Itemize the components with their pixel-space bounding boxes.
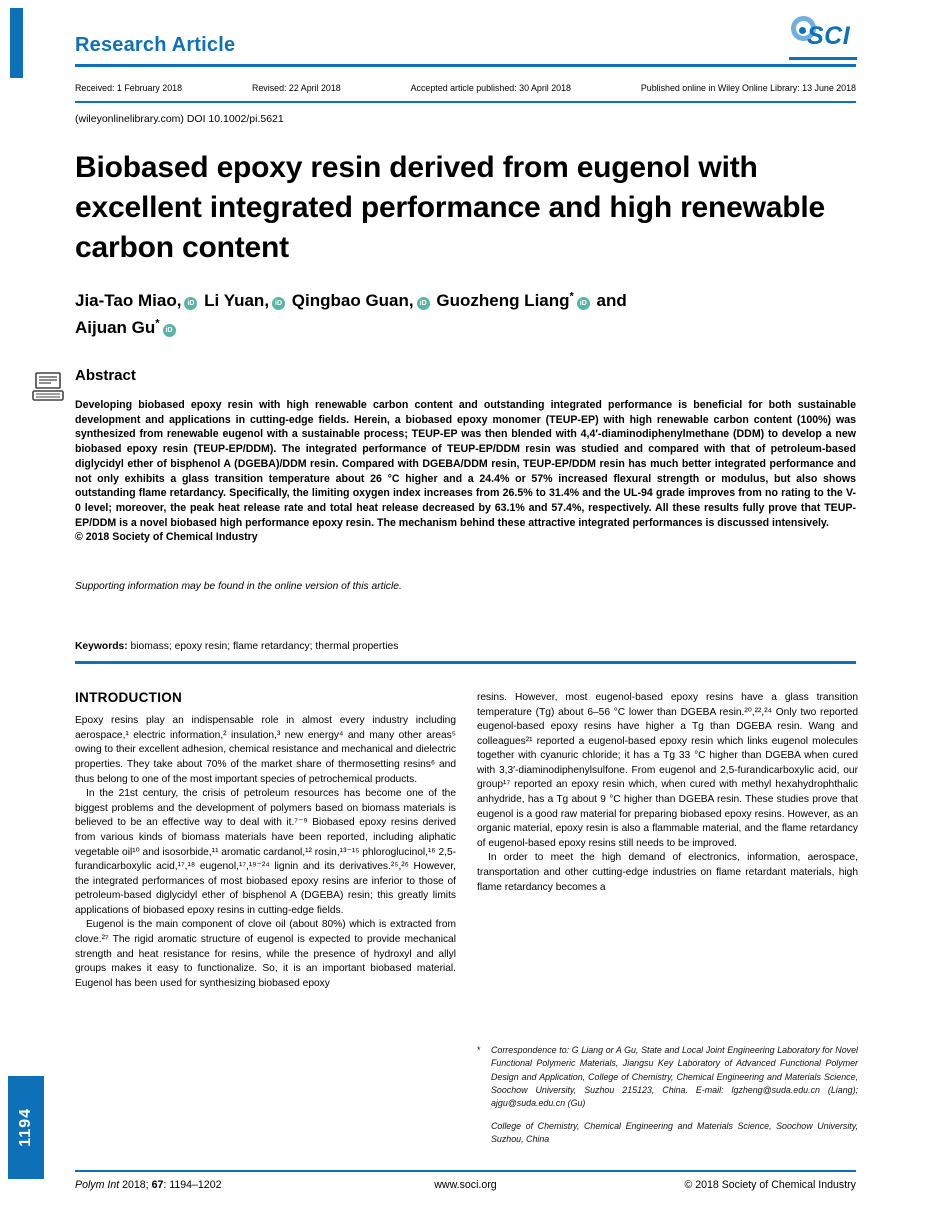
accepted-date: Accepted article published: 30 April 2018 bbox=[410, 83, 571, 93]
article-type-label: Research Article bbox=[75, 34, 236, 56]
correspondence-text: Correspondence to: G Liang or A Gu, State and Local Joint Engineering Laboratory for Novel Functional Polymeric Materials, Jiangsu Key Laboratory of Advanced Functional Polymer Design and Application, College of Chemistry, Chemical Engineering and Materials Science, Soochow University, Suzhou 215123, China. E-mail: lgzheng@suda.edu.cn (Liang); ajgu@suda.edu.cn (Gu) bbox=[491, 1045, 858, 1109]
orcid-icon: iD bbox=[184, 297, 197, 310]
footer-website: www.soci.org bbox=[434, 1179, 497, 1191]
corresponding-author-mark: * bbox=[155, 317, 160, 330]
footer-journal-name: Polym Int bbox=[75, 1179, 120, 1191]
orcid-icon: iD bbox=[577, 297, 590, 310]
intro-heading: INTRODUCTION bbox=[75, 690, 183, 705]
supporting-info-note: Supporting information may be found in the online version of this article. bbox=[75, 581, 402, 592]
article-title: Biobased epoxy resin derived from eugenol with excellent integrated performance and high renewable carbon content bbox=[75, 151, 826, 264]
sci-logo-dot-icon bbox=[799, 27, 806, 34]
published-date: Published online in Wiley Online Library: 13 June 2018 bbox=[640, 83, 856, 93]
footer-pages: : 1194–1202 bbox=[163, 1179, 222, 1191]
authors-line bbox=[75, 287, 856, 341]
abstract-copyright: © 2018 Society of Chemical Industry bbox=[75, 531, 258, 544]
footer-copyright: © 2018 Society of Chemical Industry bbox=[684, 1179, 856, 1191]
header-rule-dates bbox=[75, 101, 856, 103]
abstract-text bbox=[75, 398, 856, 545]
orcid-icon: iD bbox=[163, 324, 176, 337]
author-name: Aijuan Gu bbox=[75, 318, 156, 338]
body-right-column bbox=[477, 691, 858, 895]
intro-paragraph: Eugenol is the main component of clove oil (about 80%) which is extracted from clove.²⁷ The rigid aromatic structure of eugenol is expected to provide mechanical strength and heat resistance for resins, while the presence of hydroxyl and allyl groups makes it easy to functionalize. So, it is an important biobased material. Eugenol has been used for synthesizing biobased epoxy bbox=[75, 919, 456, 989]
intro-paragraph: Epoxy resins play an indispensable role in almost every industry including aerospace,¹ electric information,² insulation,³ new energy⁴ and many other areas⁵ owing to their excellent adhesion, chemical resistance and mechanical and dielectric properties. They take about 70% of the market share of thermosetting resins⁶ and thus belong to one of the most important species of petrochemical products. bbox=[75, 715, 456, 785]
author-name: Jia-Tao Miao, bbox=[75, 291, 182, 310]
sci-logo-text: SCI bbox=[807, 22, 851, 50]
keywords-rule bbox=[75, 661, 856, 664]
corner-accent-stripe bbox=[10, 8, 23, 78]
orcid-icon: iD bbox=[272, 297, 285, 310]
footer-volume: 67 bbox=[151, 1179, 164, 1191]
body-left-column bbox=[75, 688, 456, 991]
author-name: Qingbao Guan, bbox=[291, 291, 414, 310]
footer-rule bbox=[75, 1170, 856, 1172]
supporting-info-icon bbox=[32, 372, 64, 402]
intro-paragraph: resins. However, most eugenol-based epoxy resins have a glass transition temperature (Tg) about 6–56 °C lower than DGEBA resin.²⁰,²²,²⁴ Only two reported eugenol-based epoxy resins have higher a Tg than DGEBA resin. Wang and colleagues²¹ reported a eugenol-based epoxy resin which links eugenol molecules together with cyanuric chloride; it has a Tg 33 °C higher than DGEBA when cured with 3,3′-diaminodiphenylsulfone. From eugenol and 2,5-furandicarboxylic acid, our group¹⁷ reported an epoxy resin which, when cured with methyl hexahydrophthalic anhydride, has a Tg about 9 °C higher than DGEBA resin. These studies prove that eugenol is a good raw material for preparing biobased epoxy resins. However, as an organic material, epoxy resin is also a flammable material, and the flame retardancy of eugenol-based epoxy resins still needs to be improved. bbox=[477, 692, 858, 849]
keywords-line bbox=[75, 641, 856, 652]
keywords-text: biomass; epoxy resin; flame retardancy; thermal properties bbox=[130, 641, 399, 652]
revised-date: Revised: 22 April 2018 bbox=[251, 83, 341, 93]
corresponding-author-mark: * bbox=[569, 290, 574, 303]
abstract-heading: Abstract bbox=[75, 367, 136, 384]
doi-line: (wileyonlinelibrary.com) DOI 10.1002/pi.5621 bbox=[75, 113, 284, 125]
orcid-icon: iD bbox=[417, 297, 430, 310]
page-number: 1194 bbox=[17, 1108, 34, 1147]
received-date: Received: 1 February 2018 bbox=[75, 83, 183, 93]
dates-row bbox=[75, 83, 856, 93]
footer-cite-year: 2018; bbox=[119, 1179, 152, 1191]
correspondence-note bbox=[477, 1044, 858, 1111]
intro-paragraph: In order to meet the high demand of electronics, information, aerospace, transportation and other cutting-edge industries on flame retardant materials, high flame retardancy becomes a bbox=[477, 852, 858, 893]
footer-citation bbox=[75, 1179, 335, 1191]
footnote-asterisk: * bbox=[477, 1045, 481, 1055]
footer-row bbox=[75, 1179, 856, 1191]
intro-paragraph: In the 21st century, the crisis of petroleum resources has become one of the biggest problems and the development of polymers based on biomass materials is believed to be an effective way to deal with it.⁷⁻⁹ Biobased epoxy resins derived from various kinds of biomass materials have been reported, including aliphatic vegetable oil¹⁰ and isosorbide,¹¹ aromatic cardanol,¹² rosin,¹³⁻¹⁵ phloroglucinol,¹⁶ 2,5-furandicarboxylic acid,¹⁷,¹⁸ eugenol,¹⁷,¹⁹⁻²⁴ lignin and its derivatives.²⁵,²⁶ However, the integrated performances of most biobased epoxy resins are inferior to those of petroleum-based diglycidyl ether of bisphenol A (DGEBA) resin; this greatly limits applications of biobased epoxy resins in cutting-edge fields. bbox=[75, 788, 456, 916]
author-name: Li Yuan, bbox=[204, 291, 270, 310]
page-number-box bbox=[8, 1076, 44, 1179]
authors-connector: and bbox=[596, 291, 627, 310]
author-name: Guozheng Liang bbox=[436, 291, 570, 310]
sci-logo-underline bbox=[789, 57, 857, 60]
footnote-block bbox=[477, 1044, 858, 1147]
abstract-body: Developing biobased epoxy resin with high renewable carbon content and outstanding integrated performance is beneficial for both sustainable development and applications in cutting-edge fields. Herein, a biobased epoxy monomer (TEUP-EP) with high renewable carbon content (100%) was synthesized from renewable eugenol with a sustainable process; TEUP-EP was then blended with 4,4′-diaminodiphenylmethane (DDM) to develop a new biobased epoxy resin (TEUP-EP/DDM). The integrated performance of TEUP-EP/DDM resin was studied and compared with that of petroleum-based diglycidyl ether of bisphenol A (DGEBA)/DDM resin. Compared with DGEBA/DDM resin, TEUP-EP/DDM resin has much better integrated performance and not only exhibits a glass transition temperature about 26 °C higher and a 24.4% or 57% increased flexural strength or modulus, but also shows outstanding flame retardancy. Specifically, the limiting oxygen index increases from 26.5% to 31.4% and the UL-94 grade improves from no rating to the V-0 level; moreover, the peak heat release rate and total heat release decreased by 63.1% and 57.4%, respectively. All these results fully prove that TEUP-EP/DDM is a novel biobased high performance epoxy resin. The mechanism behind these attractive integrated performances is discussed intensively. bbox=[75, 399, 856, 529]
keywords-label: Keywords: bbox=[75, 641, 128, 652]
sci-logo bbox=[789, 14, 857, 62]
affiliation-note: College of Chemistry, Chemical Engineering and Materials Science, Soochow University, Suzhou, China bbox=[491, 1120, 858, 1145]
header-rule-top bbox=[75, 64, 856, 67]
